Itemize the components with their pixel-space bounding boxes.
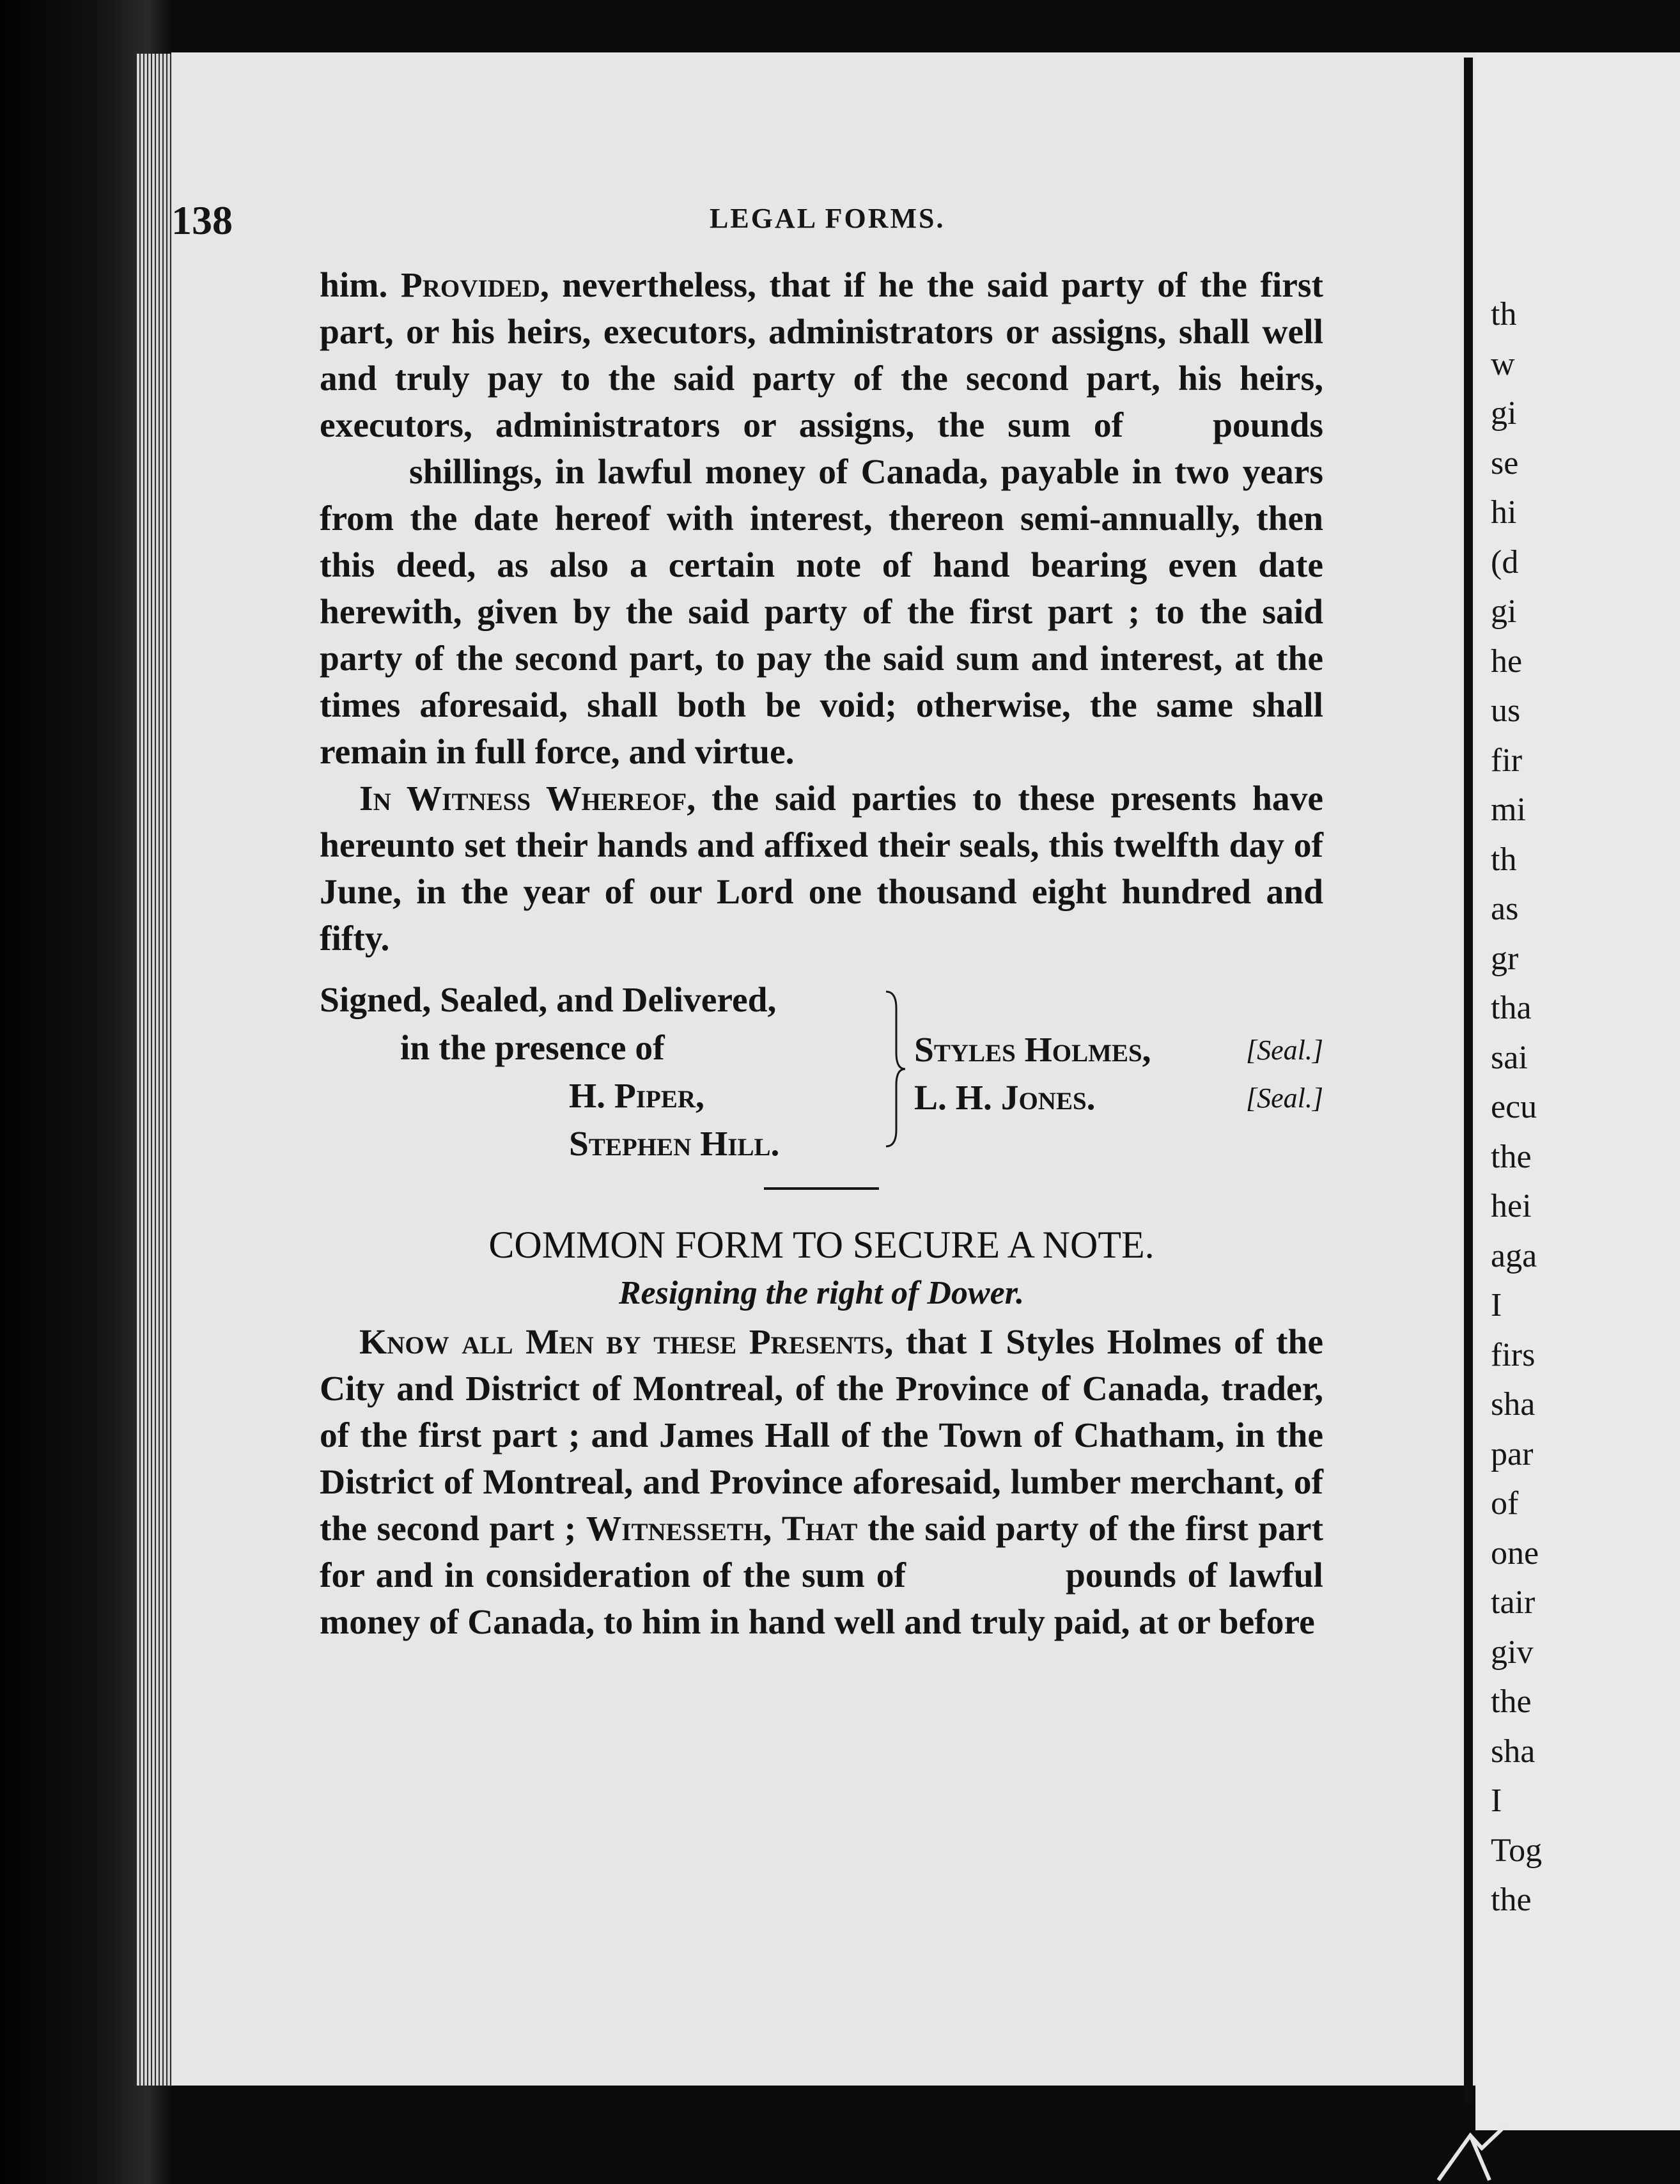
facing-page-fragment: se bbox=[1491, 444, 1519, 481]
facing-page-fragment: mi bbox=[1491, 792, 1526, 828]
facing-page-fragment: aga bbox=[1491, 1237, 1537, 1274]
witness-name: H. Piper, bbox=[569, 1077, 704, 1116]
text-run: Know all Men by these Presents bbox=[359, 1323, 885, 1362]
text-run: the said party of the first part for and in consideration of the sum of bbox=[320, 1509, 1323, 1595]
text-run: , nevertheless, that if he the said party of the first part, or his heirs, executors, administrators or assigns, shall well and truly pay to the said party of the second part, his heirs, executors, administrators or assigns, the sum of bbox=[320, 266, 1323, 445]
facing-page-fragment: ecu bbox=[1491, 1089, 1537, 1125]
facing-page-fragment: tair bbox=[1491, 1584, 1536, 1621]
facing-page-fragment: one bbox=[1491, 1534, 1539, 1572]
facing-page-fragment: I bbox=[1491, 1782, 1502, 1819]
party-name: L. H. Jones. bbox=[914, 1079, 1096, 1118]
facing-page-fragment: (d bbox=[1491, 543, 1519, 581]
facing-page-fragment: Tog bbox=[1491, 1832, 1543, 1869]
text-run: In Witness Whereof bbox=[359, 779, 687, 818]
facing-page-fragment: the bbox=[1491, 1683, 1532, 1720]
section-title: COMMON FORM TO SECURE A NOTE. bbox=[488, 1224, 1155, 1266]
facing-page bbox=[1475, 52, 1680, 2130]
page-body bbox=[320, 262, 1323, 1646]
facing-page-fragment: par bbox=[1491, 1435, 1534, 1472]
facing-page-fragment: of bbox=[1491, 1485, 1519, 1522]
facing-page-fragment: gr bbox=[1491, 940, 1519, 977]
text-run: Provided bbox=[400, 266, 540, 305]
note-form-paragraph bbox=[320, 1319, 1323, 1646]
text-run: him. bbox=[320, 266, 401, 305]
section-subtitle: Resigning the right of Dower. bbox=[618, 1275, 1025, 1311]
facing-page-fragment: hei bbox=[1491, 1188, 1532, 1224]
facing-page-fragment: fir bbox=[1491, 742, 1523, 779]
party-signature-row bbox=[914, 1026, 1323, 1074]
facing-page-fragment: gi bbox=[1491, 395, 1517, 432]
text-run: , that I Styles Holmes of the City and District of Montreal, of the Province of Canada, trader, of the first part ; and James Hall of the Town of Chatham, in the District of Montreal, and Province aforesaid, lumber merchant, of the second part ; bbox=[320, 1323, 1323, 1548]
section-rule bbox=[764, 1187, 879, 1190]
page-stack-edge bbox=[137, 54, 171, 2086]
running-head: LEGAL FORMS. bbox=[710, 203, 945, 234]
facing-page-fragment: the bbox=[1491, 1138, 1532, 1175]
presence-line: in the presence of bbox=[400, 1029, 665, 1068]
facing-page-fragment: w bbox=[1491, 345, 1515, 382]
facing-page-fragment: he bbox=[1491, 643, 1523, 680]
party-name: Styles Holmes, bbox=[914, 1031, 1151, 1070]
page-gutter bbox=[1464, 58, 1473, 2103]
seal-label: [Seal.] bbox=[1246, 1034, 1323, 1066]
page-number: 138 bbox=[171, 198, 233, 243]
text-run: pounds of lawful money of Canada, to him in hand well and truly paid, at or before bbox=[320, 1556, 1323, 1642]
facing-page-fragment: sha bbox=[1491, 1386, 1536, 1423]
facing-page-fragment: I bbox=[1491, 1287, 1502, 1323]
page-header bbox=[0, 197, 1680, 248]
text-run: That bbox=[781, 1509, 858, 1548]
text-run: Witnesseth bbox=[586, 1509, 763, 1548]
facing-page-fragment: tha bbox=[1491, 990, 1532, 1026]
facing-page-fragment: sha bbox=[1491, 1733, 1536, 1770]
facing-page-fragment: hi bbox=[1491, 494, 1517, 531]
text-run: , the said parties to these presents have hereunto set their hands and affixed their seals, this twelfth day of June, in the year of our Lord one thousand eight hundred and fifty. bbox=[320, 779, 1323, 958]
seal-label: [Seal.] bbox=[1246, 1082, 1323, 1114]
signature-block bbox=[320, 976, 1323, 1168]
brace-icon bbox=[882, 989, 908, 1149]
facing-page-fragment: th bbox=[1491, 841, 1517, 878]
text-run: shillings, in lawful money of Canada, payable in two years from the date hereof with interest, thereon semi-annually, then this deed, as also a certain note of hand bearing even date herewith, given by the said party of the first part ; to the said party of the second part, to pay the said sum and interest, at the times aforesaid, shall both be void; otherwise, the same shall remain in full force, and virtue. bbox=[320, 453, 1323, 772]
signed-sealed-line: Signed, Sealed, and Delivered, bbox=[320, 981, 777, 1020]
facing-page-fragment: firs bbox=[1491, 1336, 1536, 1373]
text-run: pounds bbox=[1213, 406, 1323, 445]
facing-page-fragment: the bbox=[1491, 1882, 1532, 1918]
facing-page-fragment: sai bbox=[1491, 1039, 1528, 1076]
facing-page-fragment: as bbox=[1491, 891, 1519, 927]
witness-name: Stephen Hill. bbox=[569, 1125, 780, 1164]
facing-page-fragment: us bbox=[1491, 692, 1521, 729]
facing-page-fragment: gi bbox=[1491, 593, 1517, 630]
text-run: , bbox=[763, 1509, 782, 1548]
witness-whereof-paragraph bbox=[320, 776, 1323, 962]
party-signature-row bbox=[914, 1074, 1323, 1122]
facing-page-fragment: giv bbox=[1491, 1634, 1534, 1671]
deed-proviso-paragraph bbox=[320, 262, 1323, 776]
page-corner-mark bbox=[1432, 2110, 1521, 2184]
facing-page-fragment: th bbox=[1491, 296, 1517, 332]
